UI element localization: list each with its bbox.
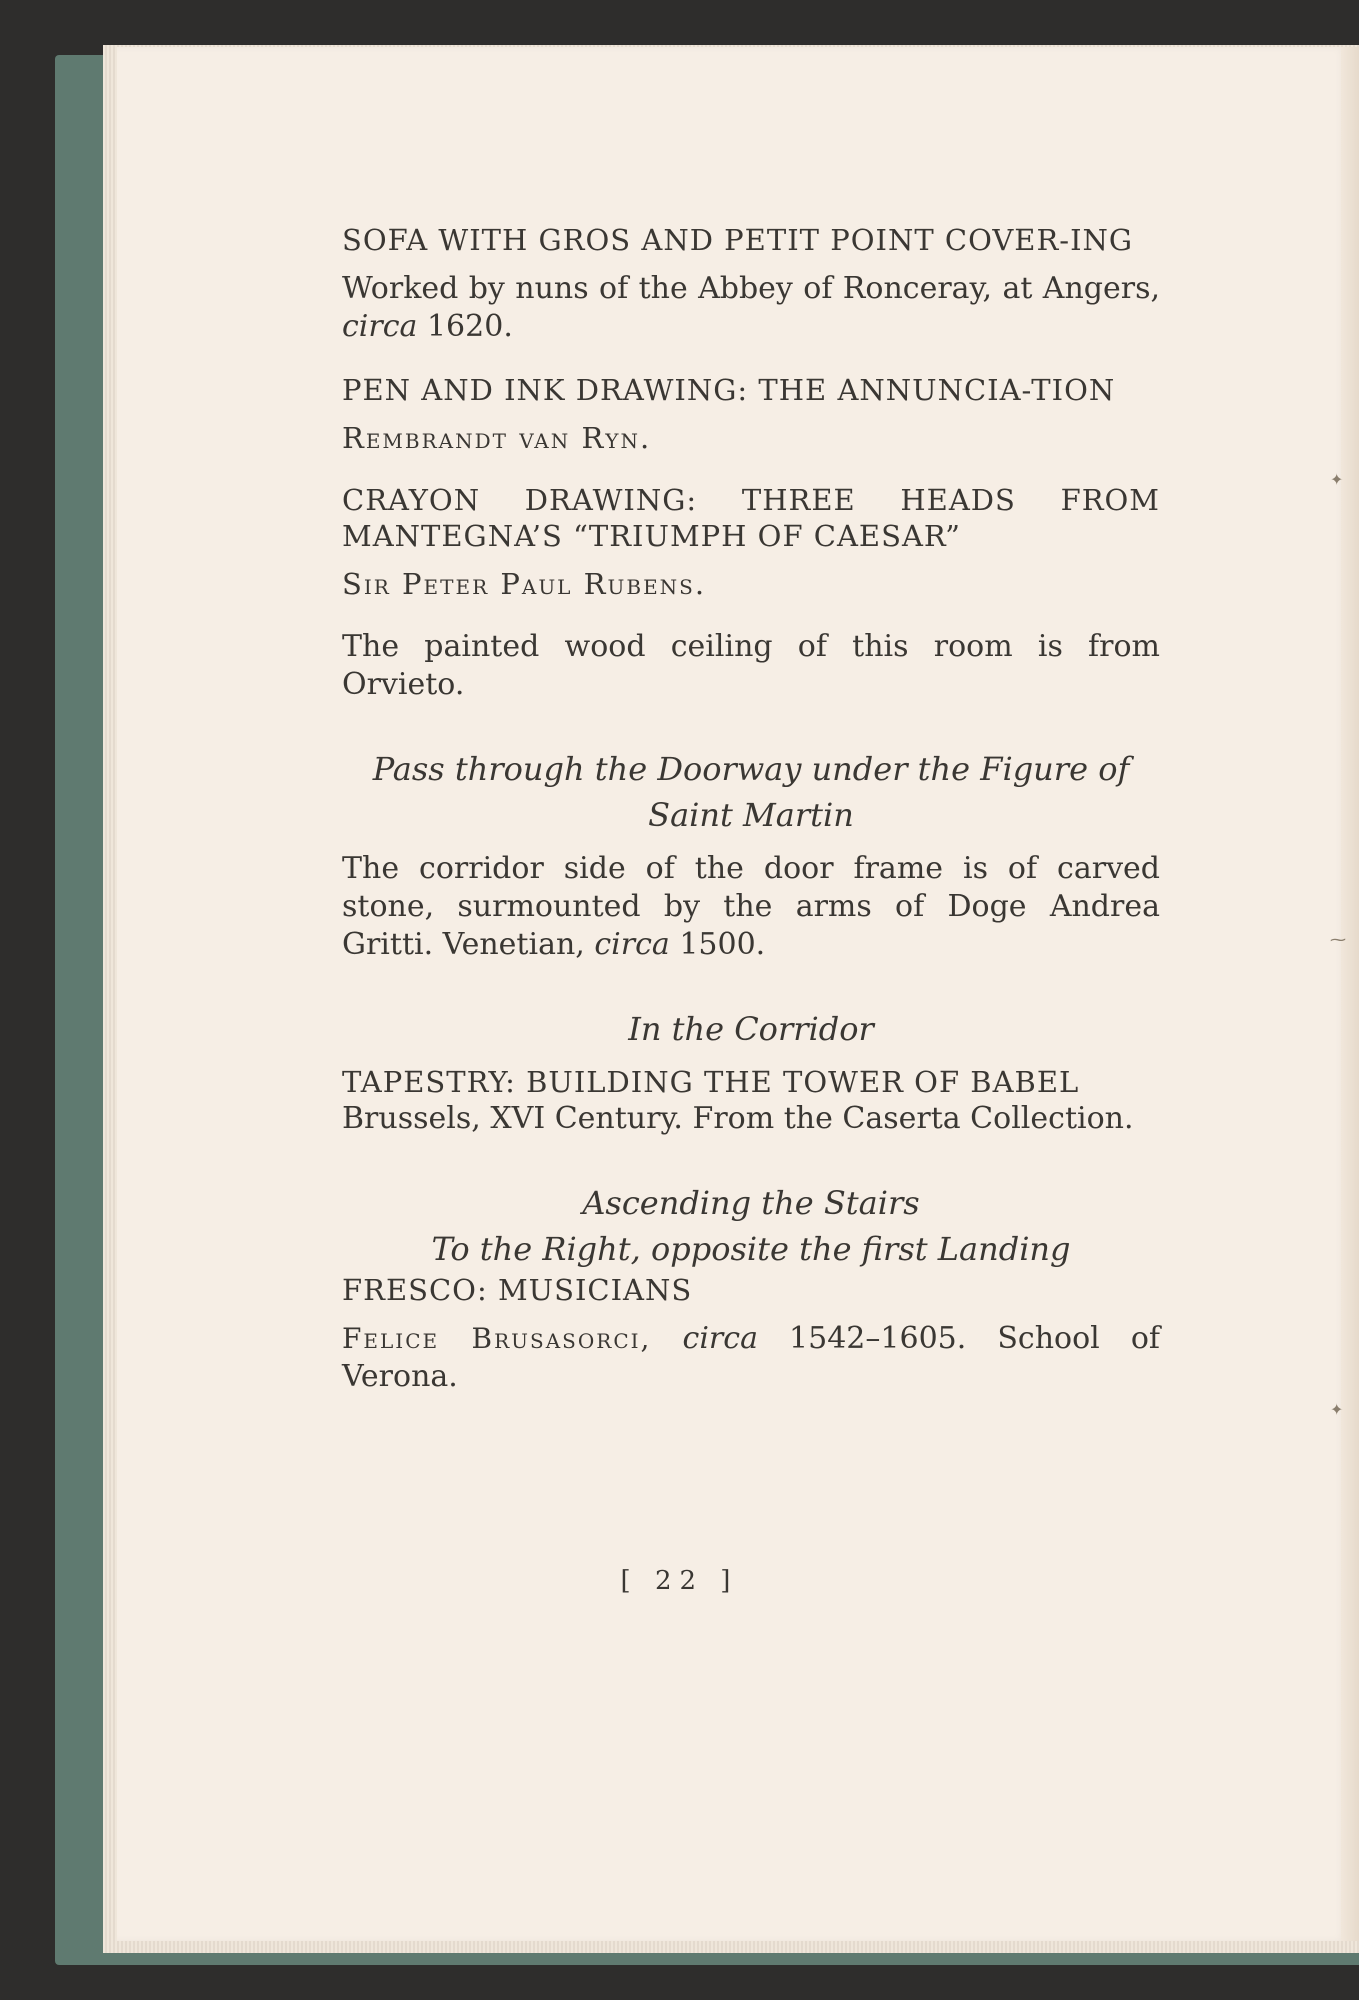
page-number: [ 22 ] — [620, 1566, 739, 1596]
facing-page-edge — [1341, 47, 1359, 1941]
entry-desc-fresco — [342, 1320, 1160, 1396]
entry-title-pen-drawing: PEN AND INK DRAWING: THE ANNUNCIA-TION — [342, 373, 1116, 407]
stairs-heading-line1: Ascending the Stairs — [582, 1184, 920, 1222]
entry-title-crayon-drawing: CRAYON DRAWING: THREE HEADS FROM MANTEGNA’S “TRIUMPH OF CAESAR” — [342, 483, 1160, 553]
entry-title-fresco: FRESCO: MUSICIANS — [342, 1273, 693, 1307]
entry-desc-fresco-rest: 1542–1605. School of Verona. — [342, 1321, 1160, 1394]
entry-artist-brusasorci: Felice Brusasorci, — [342, 1322, 652, 1355]
entry-artist-rembrandt: Rembrandt van Ryn. — [342, 421, 652, 455]
doorway-desc — [342, 850, 1160, 964]
doorway-heading-line2: Saint Martin — [648, 796, 854, 834]
margin-mark: ✦ — [1330, 1400, 1344, 1419]
entry-desc-tapestry: Brussels, XVI Century. From the Caserta Collection. — [342, 1101, 1134, 1136]
entry-desc-sofa-date: 1620. — [417, 309, 513, 344]
doorway-heading-line1: Pass through the Doorway under the Figure of — [372, 750, 1130, 788]
entry-desc-sofa — [342, 270, 1160, 346]
corridor-heading: In the Corridor — [628, 1010, 874, 1048]
doorway-desc-text: The corridor side of the door frame is of carved stone, surmounted by the arms of Doge Andrea Gritti. Venetian, — [342, 851, 1160, 962]
margin-mark: ✦ — [1330, 470, 1344, 489]
entry-desc-sofa-circa: circa — [342, 309, 418, 344]
ceiling-note: The painted wood ceiling of this room is from Orvieto. — [342, 629, 1160, 702]
entry-title-sofa: SOFA WITH GROS AND PETIT POINT COVER-ING — [342, 223, 1134, 257]
entry-artist-rubens: Sir Peter Paul Rubens. — [342, 567, 707, 601]
margin-mark: ⁓ — [1330, 930, 1346, 949]
doorway-desc-circa: circa — [594, 927, 670, 962]
entry-desc-sofa-text: Worked by nuns of the Abbey of Ronceray, at Angers, — [342, 271, 1160, 306]
page-text — [342, 222, 1160, 1396]
stairs-heading-line2: To the Right, opposite the first Landing — [431, 1230, 1071, 1268]
entry-title-tapestry: TAPESTRY: BUILDING THE TOWER OF BABEL — [342, 1065, 1080, 1099]
doorway-desc-date: 1500. — [669, 927, 766, 962]
entry-desc-fresco-circa: circa — [682, 1321, 758, 1356]
